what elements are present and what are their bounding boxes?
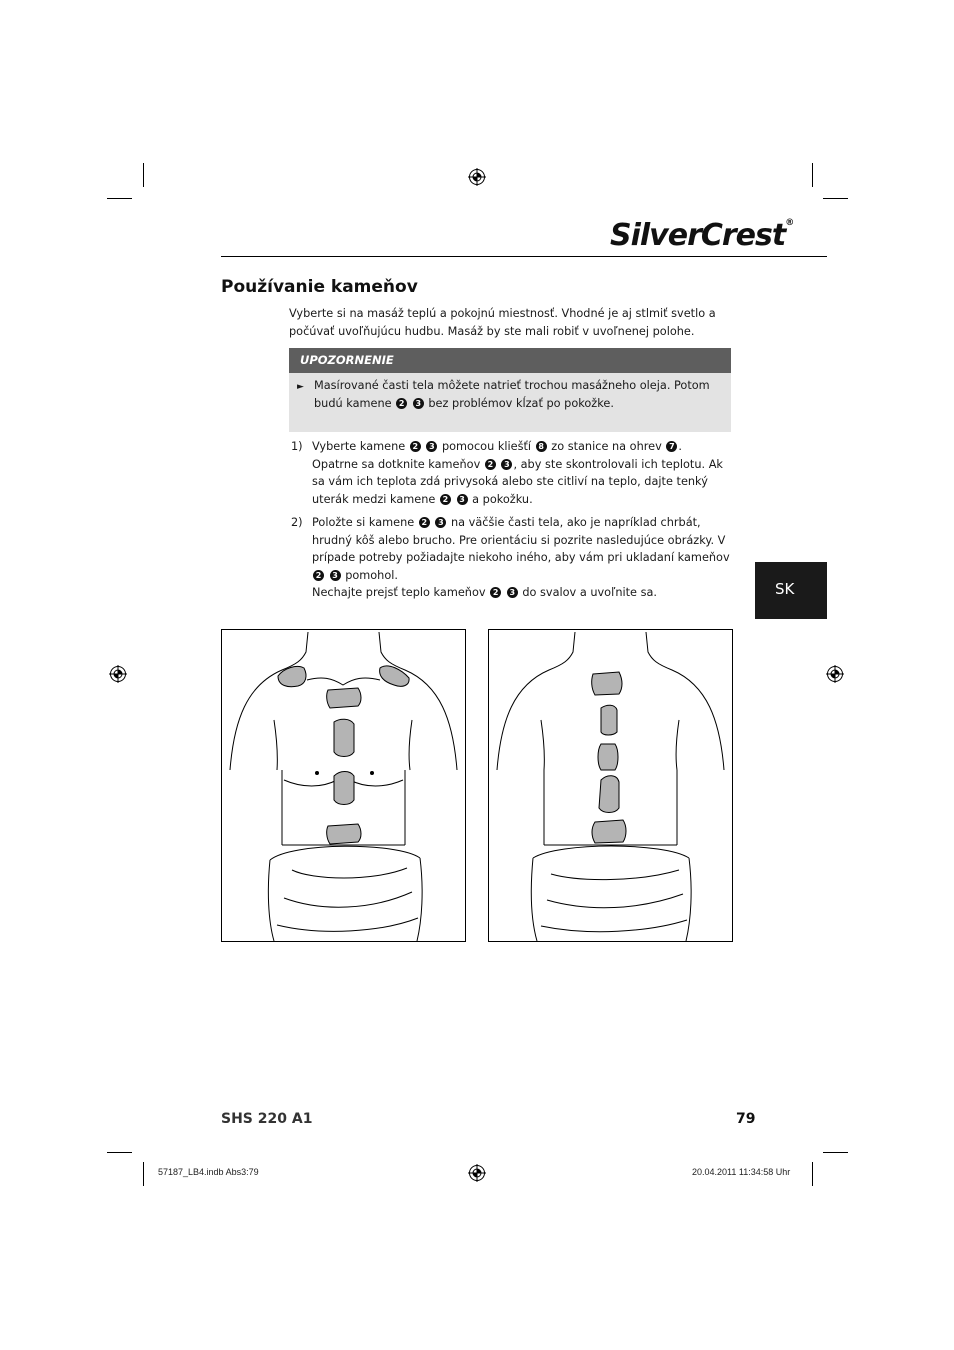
part-number-badge: 3 (330, 570, 341, 581)
brand-logo (610, 218, 810, 254)
part-number-badge: 8 (536, 441, 547, 452)
part-number-badge: 3 (501, 459, 512, 470)
bullet-arrow-icon: ► (297, 382, 304, 392)
crop-mark (812, 163, 813, 187)
crop-mark (823, 1152, 848, 1153)
step-followup: Nechajte prejsť teplo kameňov 2 3 do svalov a uvoľnite sa. (312, 586, 657, 599)
part-number-badge: 2 (313, 570, 324, 581)
part-number-badge: 3 (435, 517, 446, 528)
part-number-badge: 3 (507, 587, 518, 598)
part-number-badge: 2 (396, 398, 407, 409)
step-text: Vyberte kamene 2 3 pomocou kliešťí 8 zo stanice na ohrev 7 . Opatrne sa dotknite kameňov 2 3 , aby ste skontrolovali ich teplotu. Ak sa vám ich teplota zdá privysoká alebo ste citliví na teplo, dajte tenký uterák medzi kamene 2 3 a pokožku. (312, 440, 723, 506)
part-number-badge: 2 (419, 517, 430, 528)
step-number: 2) (291, 516, 303, 529)
crop-mark (107, 198, 132, 199)
print-slug-right: 20.04.2011 11:34:58 Uhr (692, 1167, 791, 1177)
crop-mark (143, 163, 144, 187)
registration-mark-icon (826, 665, 844, 683)
back-torso-illustration (489, 630, 732, 941)
registration-mark-icon (468, 168, 486, 186)
crop-mark (812, 1162, 813, 1186)
language-tab: SK (755, 562, 827, 619)
crop-mark (143, 1162, 144, 1186)
stone-icon (592, 820, 626, 843)
print-slug-left: 57187_LB4.indb Abs3:79 (158, 1167, 259, 1177)
notice-heading: UPOZORNENIE (289, 348, 731, 373)
page-title: Používanie kameňov (221, 277, 418, 297)
part-number-badge: 3 (426, 441, 437, 452)
brand-name: SilverCrest (610, 218, 786, 253)
crop-mark (107, 1152, 132, 1153)
part-number-badge: 2 (440, 494, 451, 505)
registration-mark-icon (468, 1164, 486, 1182)
back-torso-figure (488, 629, 733, 942)
notice-line-1: Masírované časti tela môžete natrieť trochou masážneho oleja. Potom (314, 379, 710, 392)
part-number-badge: 3 (413, 398, 424, 409)
step-number: 1) (291, 440, 303, 453)
part-number-badge: 2 (485, 459, 496, 470)
stone-icon (592, 672, 622, 695)
part-number-badge: 2 (490, 587, 501, 598)
stone-icon (327, 824, 361, 844)
stone-icon (334, 719, 354, 756)
model-number: SHS 220 A1 (221, 1111, 313, 1127)
notice-line-2: budú kamene 2 3 bez problémov kĺzať po pokožke. (314, 396, 614, 410)
step-text: Položte si kamene 2 3 na väčšie časti tela, ako je napríklad chrbát, hrudný kôš alebo brucho. Pre orientáciu si pozrite nasledujúce obrázky. V prípade potreby požiadajte niekoho iného, aby vám pri ukladaní kameňov 2 3 pomohol. Nechajte prejsť teplo kameňov 2 3 do svalov a uvoľnite sa. (312, 514, 731, 602)
stone-icon (598, 744, 618, 770)
front-torso-figure (221, 629, 466, 942)
registration-mark-icon (109, 665, 127, 683)
intro-text: Vyberte si na masáž teplú a pokojnú miestnosť. Vhodné je aj stlmiť svetlo a počúvať uvoľňujúcu hudbu. Masáž by ste mali robiť v uvoľnenej polohe. (289, 307, 716, 338)
stone-icon (601, 705, 617, 735)
registered-mark: ® (785, 218, 794, 228)
stone-icon (327, 688, 361, 708)
list-item (291, 514, 731, 602)
notice-body (289, 373, 731, 432)
crop-mark (823, 198, 848, 199)
page-number: 79 (736, 1111, 756, 1127)
front-torso-illustration (222, 630, 465, 941)
header-rule (221, 256, 827, 257)
stone-icon (599, 776, 619, 813)
stone-icon (380, 666, 409, 686)
part-number-badge: 2 (410, 441, 421, 452)
part-number-badge: 7 (666, 441, 677, 452)
list-item (291, 438, 731, 508)
stone-icon (334, 772, 354, 805)
part-number-badge: 3 (457, 494, 468, 505)
